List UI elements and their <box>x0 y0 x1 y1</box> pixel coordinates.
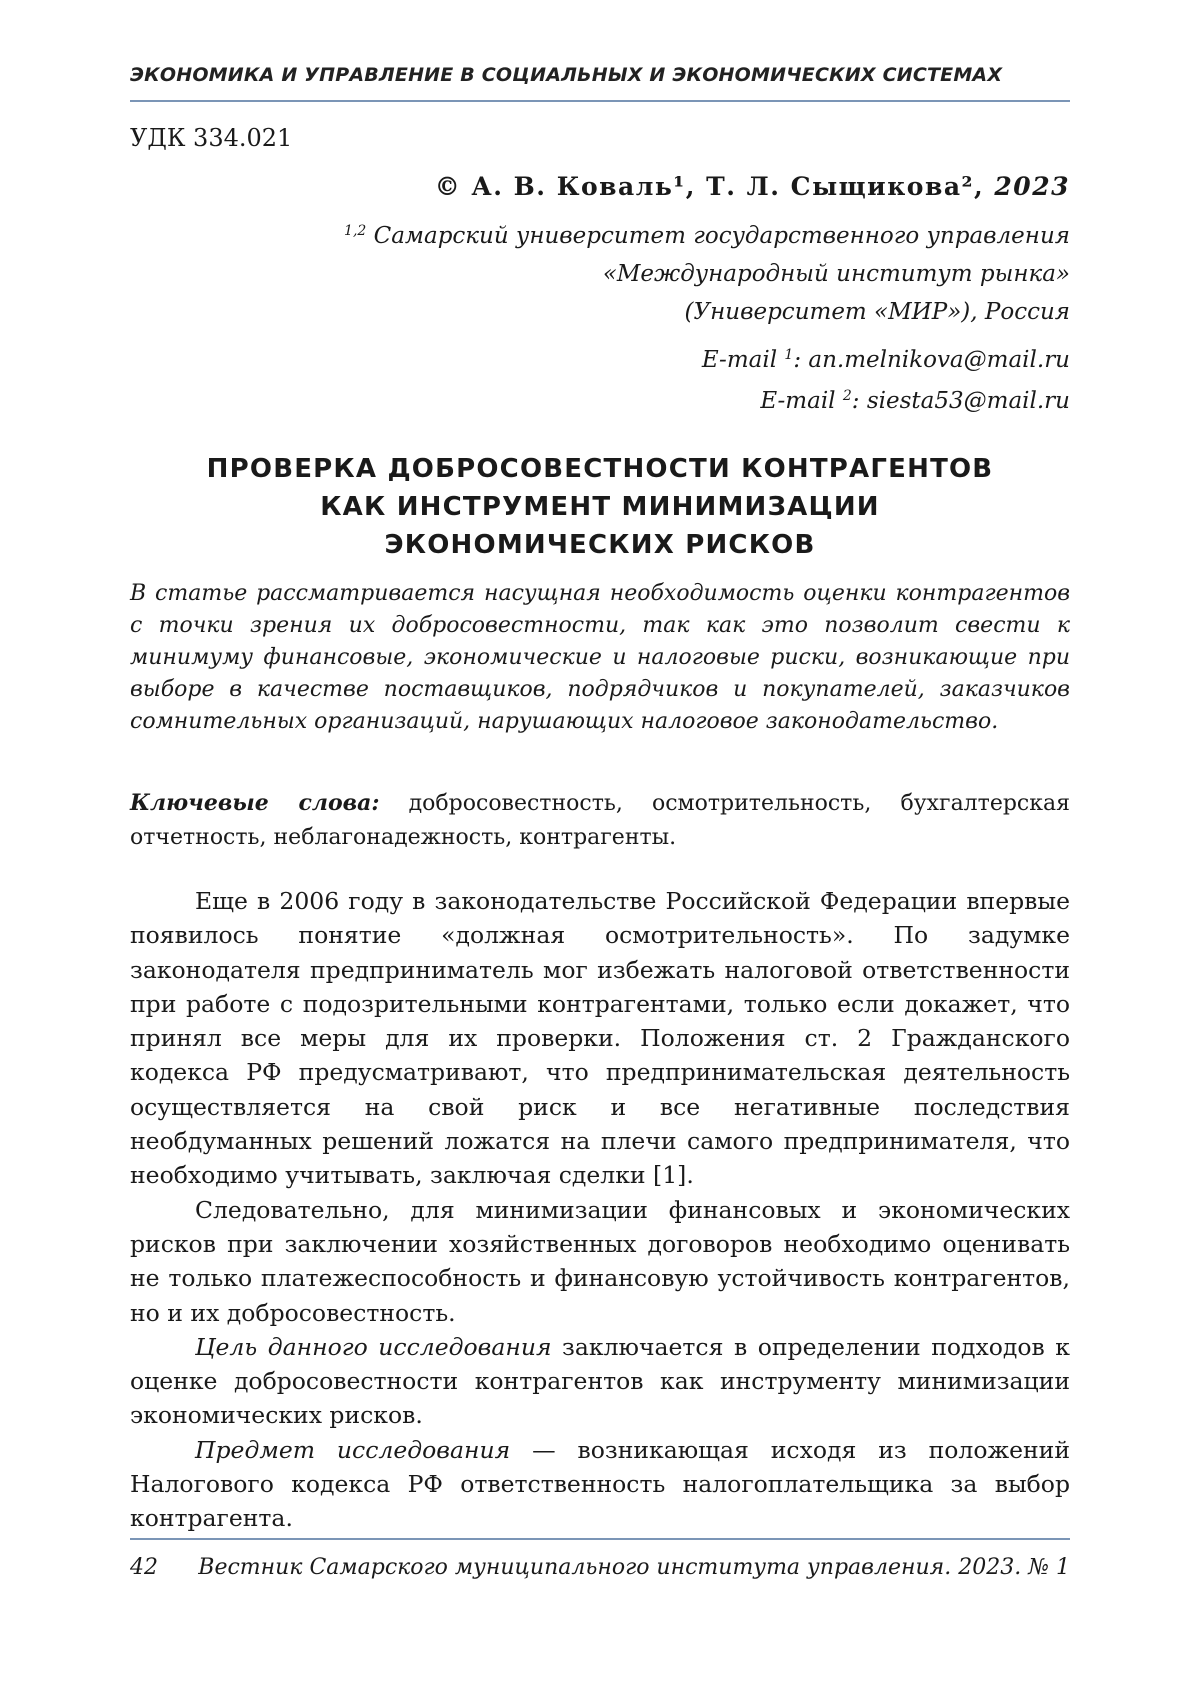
affiliation-line-1: $^{1,2}$ Самарский университет государственного управления <box>344 223 1070 249</box>
affiliation-line-2: «Международный институт рынка» <box>602 261 1070 287</box>
email-address-1[interactable]: : an.melnikova@mail.ru <box>793 347 1070 373</box>
copyright-year: 2023 <box>994 172 1070 201</box>
affiliation <box>344 212 1070 331</box>
author-names: © А. В. Коваль¹, Т. Л. Сыщикова², <box>434 172 985 201</box>
email-line-2: E-mail $^2$: siesta53@mail.ru <box>760 388 1070 414</box>
keywords-label: Ключевые слова: <box>130 790 380 816</box>
body-paragraph-3: Цель данного исследования заключается в определении подходов к оценке добросовестности контрагентов как инструменту минимизации экономических рисков. <box>130 1332 1070 1430</box>
body-paragraph-1: Еще в 2006 году в законодательстве Российской Федерации впервые появилось понятие «должная осмотрительность». По задумке законодателя предприниматель мог избежать налоговой ответственности при работе с подозрительными контрагентами, только если докажет, что принял все меры для их проверки. Положения ст. 2 Гражданского кодекса РФ предусматривают, что предпринимательская деятельность осуществляется на свой риск и все негативные последствия необдуманных решений ложатся на плечи самого предпринимателя, что необходимо учитывать, заключая сделки [1]. <box>130 887 1070 1190</box>
keywords <box>130 786 1070 855</box>
running-header: ЭКОНОМИКА И УПРАВЛЕНИЕ В СОЦИАЛЬНЫХ И ЭКОНОМИЧЕСКИХ СИСТЕМАХ <box>130 64 1003 86</box>
keywords-text: добросовестность, осмотрительность, бухгалтерская отчетность, неблагонадежность, контрагенты. <box>130 791 1070 850</box>
title-line-2: КАК ИНСТРУМЕНТ МИНИМИЗАЦИИ <box>320 492 880 522</box>
article-title <box>130 450 1070 564</box>
title-line-3: ЭКОНОМИЧЕСКИХ РИСКОВ <box>384 530 816 560</box>
footer-divider <box>130 1538 1070 1540</box>
author-line <box>435 172 1070 201</box>
email-address-2[interactable]: : siesta53@mail.ru <box>851 388 1070 414</box>
body-paragraph-2: Следовательно, для минимизации финансовых и экономических рисков при заключении хозяйственных договоров необходимо оценивать не только платежеспособность и финансовую устойчивость контрагентов, но и их добросовестность. <box>130 1195 1070 1327</box>
article-body <box>130 884 1070 1536</box>
journal-name: Вестник Самарского муниципального института управления. 2023. № 1 <box>198 1555 1070 1580</box>
email-block <box>702 337 1070 419</box>
body-paragraph-4: Предмет исследования — возникающая исходя из положений Налогового кодекса РФ ответственность налогоплательщика за выбор контрагента. <box>130 1435 1070 1533</box>
affiliation-superscript: 1,2 <box>344 223 367 239</box>
affiliation-line-3: (Университет «МИР»), Россия <box>684 299 1070 325</box>
title-line-1: ПРОВЕРКА ДОБРОСОВЕСТНОСТИ КОНТРАГЕНТОВ <box>206 454 994 484</box>
udc-code: УДК 334.021 <box>130 124 293 152</box>
header-divider <box>130 100 1070 102</box>
page-number: 42 <box>130 1555 158 1580</box>
research-goal-label: Цель данного исследования <box>195 1332 552 1361</box>
abstract: В статье рассматривается насущная необходимость оценки контрагентов с точки зрения их добросовестности, так как это позволит свести к минимуму финансовые, экономические и налоговые риски, возникающие при выборе в качестве поставщиков, подрядчиков и покупателей, заказчиков сомнительных организаций, нарушающих налоговое законодательство. <box>130 581 1070 734</box>
email-line-1: E-mail $^1$: an.melnikova@mail.ru <box>701 347 1070 373</box>
research-subject-label: Предмет исследования <box>195 1435 511 1464</box>
